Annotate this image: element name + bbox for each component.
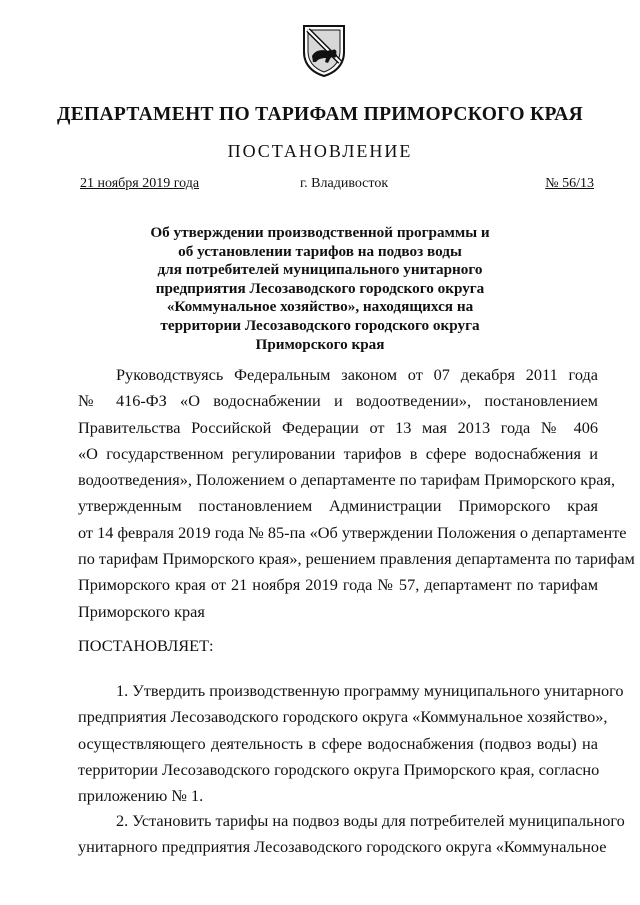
paragraph-line: 1. Утвердить производственную программу муниципального унитарного bbox=[116, 681, 624, 700]
paragraph-line: по тарифам Приморского края», решением правления департамента по тарифам bbox=[78, 549, 635, 569]
paragraph-line: территории Лесозаводского городского округа Приморского края, согласно bbox=[78, 759, 600, 779]
paragraph-line: предприятия Лесозаводского городского округа «Коммунальное хозяйство», bbox=[78, 707, 608, 727]
paragraph-line: осуществляющего деятельность в сфере водоснабжения (подвоз воды) на bbox=[78, 733, 598, 753]
subject-line: Приморского края bbox=[255, 335, 385, 353]
department-title: ДЕПАРТАМЕНТ ПО ТАРИФАМ ПРИМОРСКОГО КРАЯ bbox=[57, 104, 583, 125]
paragraph-line: приложению № 1. bbox=[78, 786, 204, 806]
paragraph-line: унитарного предприятия Лесозаводского городского округа «Коммунальное bbox=[78, 837, 607, 857]
subject-line: «Коммунальное хозяйство», находящихся на bbox=[166, 298, 474, 316]
paragraph-line: Приморского края от 21 ноября 2019 года № 57, департамент по тарифам bbox=[78, 575, 598, 595]
paragraph-line: «О государственном регулировании тарифов в сфере водоснабжения и bbox=[78, 443, 598, 463]
document-subject bbox=[120, 224, 520, 354]
paragraph-line: Правительства Российской Федерации от 13 мая 2013 года № 406 bbox=[78, 417, 598, 437]
subject-line: Об утверждении производственной программы и bbox=[150, 224, 490, 241]
paragraph-line: утвержденным постановлением Администрации Приморского края bbox=[78, 496, 598, 516]
subject-line: об установлении тарифов на подвоз воды bbox=[178, 242, 462, 260]
preamble-paragraph bbox=[78, 362, 635, 625]
document-meta-row bbox=[80, 176, 594, 194]
coat-of-arms-icon bbox=[300, 22, 348, 78]
paragraph-line: № 416-ФЗ «О водоснабжении и водоотведении», постановлением bbox=[78, 391, 598, 411]
paragraph-line: Руководствуясь Федеральным законом от 07 декабря 2011 года bbox=[116, 365, 598, 384]
paragraph-line: от 14 февраля 2019 года № 85-па «Об утверждении Положения о департаменте bbox=[78, 522, 627, 542]
document-number: № 56/13 bbox=[545, 176, 594, 191]
subject-line: территории Лесозаводского городского округа bbox=[160, 316, 480, 334]
document-city: г. Владивосток bbox=[300, 176, 389, 191]
paragraph-line: 2. Установить тарифы на подвоз воды для потребителей муниципального bbox=[116, 811, 625, 830]
paragraph-line: Приморского края bbox=[78, 601, 205, 621]
document-date: 21 ноября 2019 года bbox=[80, 176, 200, 191]
item-2-paragraph bbox=[78, 808, 625, 861]
document-kind: ПОСТАНОВЛЕНИЕ bbox=[227, 141, 413, 161]
paragraph-line: водоотведения», Положением о департаменте по тарифам Приморского края, bbox=[78, 470, 616, 490]
item-1-paragraph bbox=[78, 678, 624, 809]
subject-line: для потребителей муниципального унитарного bbox=[157, 261, 483, 279]
subject-line: предприятия Лесозаводского городского округа bbox=[155, 279, 485, 297]
resolves-heading: ПОСТАНОВЛЯЕТ: bbox=[78, 636, 214, 655]
